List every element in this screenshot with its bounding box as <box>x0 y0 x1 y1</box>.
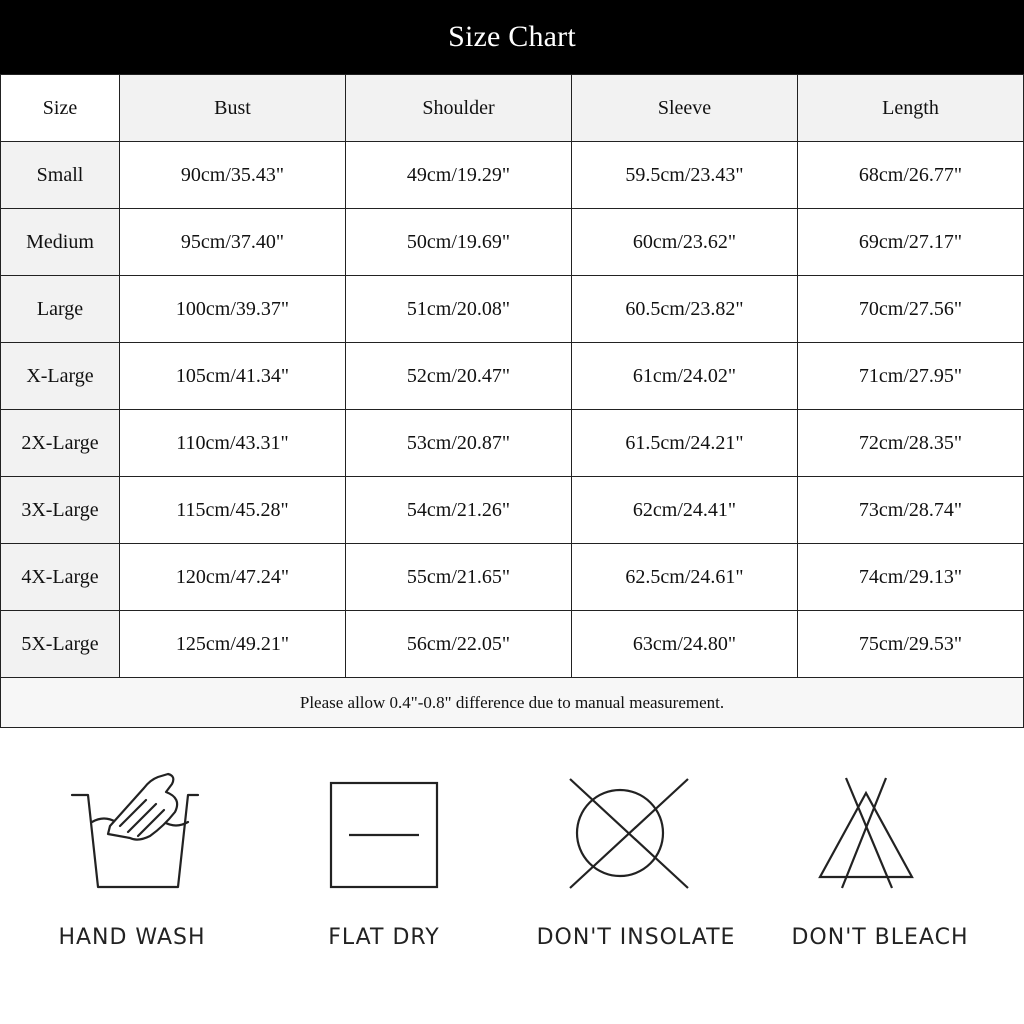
bust-cell: 105cm/41.34" <box>120 343 346 410</box>
table-row <box>1 142 1024 209</box>
table-header-row <box>1 75 1024 142</box>
size-cell: 5X-Large <box>1 611 120 678</box>
table-row <box>1 343 1024 410</box>
bust-cell: 110cm/43.31" <box>120 410 346 477</box>
header-bust: Bust <box>120 75 346 142</box>
length-cell: 70cm/27.56" <box>798 276 1024 343</box>
care-item-flat-dry <box>264 760 504 980</box>
care-label: DON'T BLEACH <box>791 925 969 950</box>
sleeve-cell: 61cm/24.02" <box>572 343 798 410</box>
hand-wash-icon <box>12 760 252 920</box>
bust-cell: 100cm/39.37" <box>120 276 346 343</box>
bust-cell: 120cm/47.24" <box>120 544 346 611</box>
measurement-note-row <box>1 678 1024 728</box>
flat-dry-icon <box>264 760 504 920</box>
size-table <box>0 74 1024 728</box>
sleeve-cell: 61.5cm/24.21" <box>572 410 798 477</box>
length-cell: 69cm/27.17" <box>798 209 1024 276</box>
shoulder-cell: 56cm/22.05" <box>346 611 572 678</box>
sleeve-cell: 62cm/24.41" <box>572 477 798 544</box>
size-cell: 2X-Large <box>1 410 120 477</box>
header-sleeve: Sleeve <box>572 75 798 142</box>
table-row <box>1 611 1024 678</box>
sleeve-cell: 60.5cm/23.82" <box>572 276 798 343</box>
length-cell: 72cm/28.35" <box>798 410 1024 477</box>
page-title: Size Chart <box>0 0 1024 74</box>
size-cell: 3X-Large <box>1 477 120 544</box>
care-item-hand-wash <box>12 760 252 980</box>
bust-cell: 95cm/37.40" <box>120 209 346 276</box>
size-cell: 4X-Large <box>1 544 120 611</box>
length-cell: 75cm/29.53" <box>798 611 1024 678</box>
table-row <box>1 544 1024 611</box>
table-row <box>1 209 1024 276</box>
length-cell: 68cm/26.77" <box>798 142 1024 209</box>
do-not-bleach-icon <box>760 760 1000 920</box>
size-cell: Large <box>1 276 120 343</box>
shoulder-cell: 50cm/19.69" <box>346 209 572 276</box>
size-cell: Small <box>1 142 120 209</box>
sleeve-cell: 62.5cm/24.61" <box>572 544 798 611</box>
length-cell: 74cm/29.13" <box>798 544 1024 611</box>
table-row <box>1 276 1024 343</box>
table-row <box>1 410 1024 477</box>
bust-cell: 125cm/49.21" <box>120 611 346 678</box>
sleeve-cell: 59.5cm/23.43" <box>572 142 798 209</box>
header-shoulder: Shoulder <box>346 75 572 142</box>
care-label: HAND WASH <box>58 925 206 950</box>
care-label: FLAT DRY <box>328 925 440 950</box>
bust-cell: 115cm/45.28" <box>120 477 346 544</box>
shoulder-cell: 52cm/20.47" <box>346 343 572 410</box>
shoulder-cell: 49cm/19.29" <box>346 142 572 209</box>
shoulder-cell: 53cm/20.87" <box>346 410 572 477</box>
size-cell: Medium <box>1 209 120 276</box>
do-not-tumble-dry-icon <box>516 760 756 920</box>
shoulder-cell: 55cm/21.65" <box>346 544 572 611</box>
sleeve-cell: 60cm/23.62" <box>572 209 798 276</box>
size-cell: X-Large <box>1 343 120 410</box>
care-label: DON'T INSOLATE <box>536 925 736 950</box>
care-item-dont-insolate <box>516 760 756 980</box>
shoulder-cell: 54cm/21.26" <box>346 477 572 544</box>
sleeve-cell: 63cm/24.80" <box>572 611 798 678</box>
measurement-note: Please allow 0.4"-0.8" difference due to manual measurement. <box>1 678 1024 728</box>
header-size: Size <box>1 75 120 142</box>
bust-cell: 90cm/35.43" <box>120 142 346 209</box>
table-row <box>1 477 1024 544</box>
length-cell: 73cm/28.74" <box>798 477 1024 544</box>
shoulder-cell: 51cm/20.08" <box>346 276 572 343</box>
care-item-dont-bleach <box>760 760 1000 980</box>
header-length: Length <box>798 75 1024 142</box>
length-cell: 71cm/27.95" <box>798 343 1024 410</box>
